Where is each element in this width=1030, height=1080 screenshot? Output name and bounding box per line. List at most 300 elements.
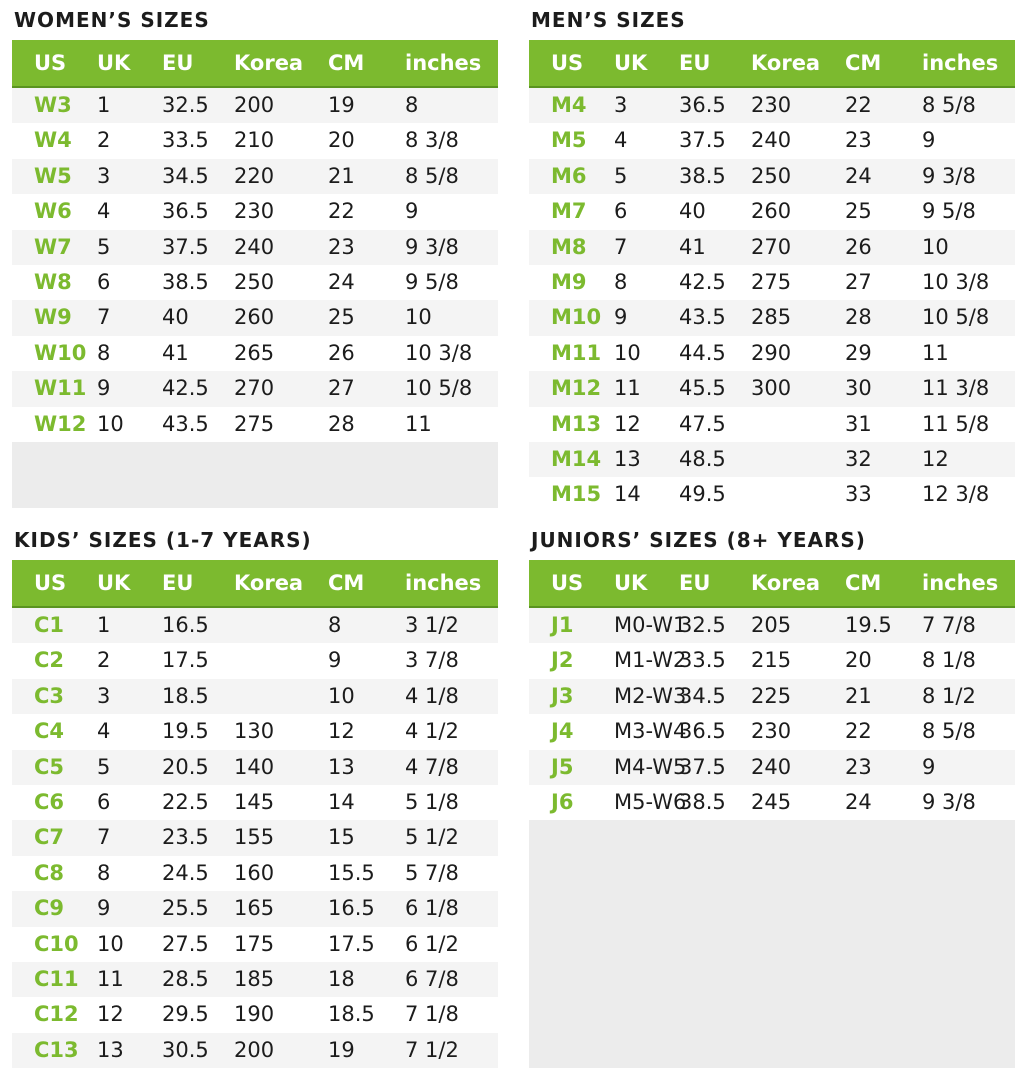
womens-sizes-section bbox=[12, 0, 498, 510]
cell-cm: 22 bbox=[328, 199, 355, 224]
cell-us: W9 bbox=[34, 305, 72, 330]
cell-us: J3 bbox=[551, 683, 574, 708]
cell-uk: 3 bbox=[97, 683, 111, 708]
table-row bbox=[529, 300, 1015, 335]
cell-us: W7 bbox=[34, 234, 72, 259]
cell-korea: 215 bbox=[751, 648, 792, 673]
juniors-sizes-section bbox=[529, 520, 1015, 1070]
table-row bbox=[12, 714, 498, 749]
cell-cm: 27 bbox=[328, 376, 355, 401]
cell-uk: 4 bbox=[97, 719, 111, 744]
cell-inches: 10 bbox=[922, 234, 949, 259]
cell-uk: 4 bbox=[614, 128, 628, 153]
column-header-us: US bbox=[34, 571, 67, 595]
cell-eu: 41 bbox=[679, 234, 706, 259]
cell-korea: 200 bbox=[234, 93, 275, 117]
table-row bbox=[529, 265, 1015, 300]
cell-eu: 47.5 bbox=[679, 411, 726, 436]
column-header-korea: Korea bbox=[751, 571, 821, 595]
cell-korea: 155 bbox=[234, 825, 275, 850]
cell-inches: 9 5/8 bbox=[922, 199, 976, 224]
cell-inches: 10 3/8 bbox=[405, 340, 473, 365]
cell-korea: 240 bbox=[751, 128, 792, 153]
column-header-cm: CM bbox=[328, 571, 365, 595]
column-header-eu: EU bbox=[679, 571, 711, 595]
cell-inches: 10 3/8 bbox=[922, 270, 990, 294]
cell-inches: 5 1/2 bbox=[405, 825, 459, 850]
cell-eu: 27.5 bbox=[162, 931, 209, 956]
cell-korea: 285 bbox=[751, 305, 792, 330]
cell-inches: 4 1/8 bbox=[405, 683, 459, 708]
column-header-cm: CM bbox=[845, 571, 882, 595]
cell-inches: 3 1/2 bbox=[405, 613, 459, 637]
cell-inches: 9 bbox=[922, 128, 936, 153]
cell-cm: 20 bbox=[845, 648, 872, 673]
table-row bbox=[12, 1033, 498, 1068]
cell-us: M10 bbox=[551, 305, 602, 330]
cell-uk: 4 bbox=[97, 199, 111, 224]
column-header-eu: EU bbox=[679, 51, 711, 75]
column-header-eu: EU bbox=[162, 571, 194, 595]
cell-cm: 19.5 bbox=[845, 613, 892, 637]
cell-eu: 42.5 bbox=[679, 270, 726, 294]
cell-eu: 34.5 bbox=[679, 683, 726, 708]
cell-us: W8 bbox=[34, 270, 72, 294]
kids-size-table bbox=[12, 560, 498, 1068]
cell-uk: 9 bbox=[97, 376, 111, 401]
cell-eu: 18.5 bbox=[162, 683, 209, 708]
cell-cm: 24 bbox=[845, 790, 872, 814]
cell-korea: 275 bbox=[234, 411, 275, 436]
cell-cm: 25 bbox=[845, 199, 872, 224]
cell-eu: 23.5 bbox=[162, 825, 209, 850]
cell-cm: 19 bbox=[328, 1037, 355, 1062]
table-row bbox=[12, 643, 498, 678]
cell-cm: 19 bbox=[328, 93, 355, 117]
column-header-korea: Korea bbox=[234, 571, 304, 595]
cell-us: M7 bbox=[551, 199, 587, 224]
cell-uk: M5-W6 bbox=[614, 790, 687, 814]
cell-uk: 10 bbox=[97, 411, 124, 436]
cell-uk: 8 bbox=[97, 860, 111, 885]
cell-inches: 5 1/8 bbox=[405, 790, 459, 814]
cell-us: C9 bbox=[34, 896, 65, 921]
cell-uk: M0-W1 bbox=[614, 613, 687, 637]
cell-inches: 11 3/8 bbox=[922, 376, 990, 401]
cell-eu: 17.5 bbox=[162, 648, 209, 673]
table-row bbox=[12, 750, 498, 785]
cell-korea: 225 bbox=[751, 683, 792, 708]
cell-eu: 37.5 bbox=[679, 128, 726, 153]
cell-us: W5 bbox=[34, 163, 72, 188]
cell-us: M14 bbox=[551, 447, 602, 471]
column-header-uk: UK bbox=[97, 51, 131, 75]
cell-uk: M2-W3 bbox=[614, 683, 687, 708]
cell-eu: 37.5 bbox=[679, 754, 726, 779]
cell-uk: 12 bbox=[97, 1002, 124, 1027]
column-header-inches: inches bbox=[922, 51, 999, 75]
cell-korea: 210 bbox=[234, 128, 275, 153]
womens-size-table bbox=[12, 40, 498, 508]
cell-korea: 250 bbox=[234, 270, 275, 294]
table-row bbox=[12, 88, 498, 123]
cell-inches: 8 1/2 bbox=[922, 683, 976, 708]
cell-cm: 20 bbox=[328, 128, 355, 153]
section-title: JUNIORS’ SIZES (8+ YEARS) bbox=[531, 528, 866, 552]
cell-uk: 6 bbox=[614, 199, 628, 224]
table-row bbox=[529, 608, 1015, 643]
cell-korea: 230 bbox=[751, 719, 792, 744]
table-row bbox=[529, 230, 1015, 265]
section-title: MEN’S SIZES bbox=[531, 8, 686, 32]
cell-uk: 7 bbox=[97, 825, 111, 850]
cell-us: C4 bbox=[34, 719, 65, 744]
cell-inches: 9 5/8 bbox=[405, 270, 459, 294]
cell-inches: 5 7/8 bbox=[405, 860, 459, 885]
cell-cm: 24 bbox=[845, 163, 872, 188]
table-row bbox=[529, 88, 1015, 123]
cell-inches: 6 1/2 bbox=[405, 931, 459, 956]
cell-cm: 24 bbox=[328, 270, 355, 294]
cell-cm: 10 bbox=[328, 683, 355, 708]
cell-korea: 205 bbox=[751, 613, 792, 637]
cell-cm: 29 bbox=[845, 340, 872, 365]
cell-us: W6 bbox=[34, 199, 72, 224]
cell-inches: 3 7/8 bbox=[405, 648, 459, 673]
cell-us: J1 bbox=[551, 613, 574, 637]
table-row bbox=[529, 194, 1015, 229]
cell-korea: 130 bbox=[234, 719, 275, 744]
cell-us: M12 bbox=[551, 376, 602, 401]
column-header-inches: inches bbox=[405, 51, 482, 75]
cell-us: C8 bbox=[34, 860, 65, 885]
table-row bbox=[12, 300, 498, 335]
cell-korea: 240 bbox=[751, 754, 792, 779]
table-row bbox=[12, 608, 498, 643]
cell-uk: 9 bbox=[614, 305, 628, 330]
cell-uk: 12 bbox=[614, 411, 641, 436]
cell-uk: 7 bbox=[97, 305, 111, 330]
cell-eu: 29.5 bbox=[162, 1002, 209, 1027]
cell-uk: 2 bbox=[97, 648, 111, 673]
cell-korea: 220 bbox=[234, 163, 275, 188]
cell-us: C13 bbox=[34, 1037, 79, 1062]
cell-eu: 38.5 bbox=[679, 163, 726, 188]
cell-cm: 30 bbox=[845, 376, 872, 401]
cell-eu: 19.5 bbox=[162, 719, 209, 744]
cell-cm: 17.5 bbox=[328, 931, 375, 956]
cell-uk: 14 bbox=[614, 482, 641, 507]
cell-inches: 7 1/8 bbox=[405, 1002, 459, 1027]
cell-cm: 21 bbox=[328, 163, 355, 188]
juniors-size-table bbox=[529, 560, 1015, 1068]
cell-cm: 26 bbox=[328, 340, 355, 365]
cell-us: W10 bbox=[34, 340, 87, 365]
column-header-uk: UK bbox=[614, 571, 648, 595]
table-row bbox=[529, 714, 1015, 749]
cell-uk: 10 bbox=[97, 931, 124, 956]
cell-korea: 275 bbox=[751, 270, 792, 294]
cell-inches: 10 5/8 bbox=[405, 376, 473, 401]
cell-us: M8 bbox=[551, 234, 587, 259]
cell-us: J5 bbox=[551, 754, 574, 779]
cell-us: J4 bbox=[551, 719, 574, 744]
table-row bbox=[529, 336, 1015, 371]
cell-korea: 265 bbox=[234, 340, 275, 365]
cell-eu: 16.5 bbox=[162, 613, 209, 637]
cell-cm: 12 bbox=[328, 719, 355, 744]
cell-inches: 4 1/2 bbox=[405, 719, 459, 744]
cell-inches: 8 5/8 bbox=[922, 719, 976, 744]
cell-eu: 41 bbox=[162, 340, 189, 365]
table-row bbox=[12, 997, 498, 1032]
cell-uk: 6 bbox=[97, 790, 111, 814]
table-row bbox=[12, 407, 498, 442]
cell-eu: 38.5 bbox=[679, 790, 726, 814]
cell-uk: 13 bbox=[97, 1037, 124, 1062]
cell-eu: 25.5 bbox=[162, 896, 209, 921]
cell-korea: 230 bbox=[751, 93, 792, 117]
cell-eu: 34.5 bbox=[162, 163, 209, 188]
cell-us: M15 bbox=[551, 482, 602, 507]
cell-korea: 200 bbox=[234, 1037, 275, 1062]
cell-eu: 38.5 bbox=[162, 270, 209, 294]
cell-us: C11 bbox=[34, 967, 79, 991]
table-row bbox=[12, 679, 498, 714]
cell-cm: 16.5 bbox=[328, 896, 375, 921]
cell-inches: 11 bbox=[922, 340, 949, 365]
column-header-eu: EU bbox=[162, 51, 194, 75]
cell-korea: 245 bbox=[751, 790, 792, 814]
section-title: WOMEN’S SIZES bbox=[14, 8, 210, 32]
cell-eu: 44.5 bbox=[679, 340, 726, 365]
cell-korea: 260 bbox=[234, 305, 275, 330]
cell-cm: 23 bbox=[845, 128, 872, 153]
cell-uk: 8 bbox=[97, 340, 111, 365]
table-row bbox=[12, 856, 498, 891]
cell-cm: 22 bbox=[845, 93, 872, 117]
cell-us: C5 bbox=[34, 754, 65, 779]
table-row bbox=[12, 891, 498, 926]
cell-cm: 28 bbox=[328, 411, 355, 436]
cell-eu: 45.5 bbox=[679, 376, 726, 401]
cell-us: M11 bbox=[551, 340, 602, 365]
table-header-row bbox=[12, 40, 498, 88]
cell-us: C7 bbox=[34, 825, 65, 850]
cell-inches: 12 3/8 bbox=[922, 482, 990, 507]
cell-uk: 8 bbox=[614, 270, 628, 294]
cell-inches: 4 7/8 bbox=[405, 754, 459, 779]
cell-cm: 8 bbox=[328, 613, 342, 637]
mens-size-table bbox=[529, 40, 1015, 508]
cell-uk: 5 bbox=[614, 163, 628, 188]
cell-inches: 9 bbox=[405, 199, 419, 224]
column-header-uk: UK bbox=[614, 51, 648, 75]
cell-uk: M1-W2 bbox=[614, 648, 687, 673]
cell-cm: 22 bbox=[845, 719, 872, 744]
cell-inches: 11 5/8 bbox=[922, 411, 990, 436]
column-header-cm: CM bbox=[328, 51, 365, 75]
cell-eu: 40 bbox=[679, 199, 706, 224]
cell-inches: 7 7/8 bbox=[922, 613, 976, 637]
table-header-row bbox=[529, 560, 1015, 608]
cell-us: C3 bbox=[34, 683, 65, 708]
cell-inches: 8 1/8 bbox=[922, 648, 976, 673]
table-row bbox=[12, 820, 498, 855]
cell-uk: 7 bbox=[614, 234, 628, 259]
cell-uk: 3 bbox=[97, 163, 111, 188]
cell-inches: 8 5/8 bbox=[922, 93, 976, 117]
cell-us: W11 bbox=[34, 376, 87, 401]
column-header-inches: inches bbox=[405, 571, 482, 595]
table-row bbox=[12, 927, 498, 962]
column-header-cm: CM bbox=[845, 51, 882, 75]
cell-cm: 25 bbox=[328, 305, 355, 330]
cell-korea: 240 bbox=[234, 234, 275, 259]
cell-cm: 14 bbox=[328, 790, 355, 814]
cell-cm: 33 bbox=[845, 482, 872, 507]
table-row bbox=[12, 159, 498, 194]
table-row bbox=[529, 159, 1015, 194]
cell-korea: 165 bbox=[234, 896, 275, 921]
cell-us: J6 bbox=[551, 790, 574, 814]
cell-uk: M4-W5 bbox=[614, 754, 687, 779]
cell-us: M4 bbox=[551, 93, 587, 117]
table-row bbox=[529, 785, 1015, 820]
cell-inches: 8 3/8 bbox=[405, 128, 459, 153]
cell-us: C6 bbox=[34, 790, 65, 814]
cell-korea: 185 bbox=[234, 967, 275, 991]
cell-cm: 15.5 bbox=[328, 860, 375, 885]
cell-inches: 7 1/2 bbox=[405, 1037, 459, 1062]
cell-inches: 6 7/8 bbox=[405, 967, 459, 991]
cell-inches: 9 3/8 bbox=[922, 790, 976, 814]
table-header-row bbox=[12, 560, 498, 608]
kids-sizes-section bbox=[12, 520, 498, 1070]
cell-uk: 5 bbox=[97, 234, 111, 259]
cell-eu: 20.5 bbox=[162, 754, 209, 779]
cell-eu: 32.5 bbox=[679, 613, 726, 637]
cell-uk: 13 bbox=[614, 447, 641, 471]
cell-korea: 260 bbox=[751, 199, 792, 224]
cell-us: M6 bbox=[551, 163, 587, 188]
table-row bbox=[12, 785, 498, 820]
table-row bbox=[529, 123, 1015, 158]
cell-eu: 37.5 bbox=[162, 234, 209, 259]
cell-eu: 36.5 bbox=[679, 719, 726, 744]
table-row bbox=[529, 679, 1015, 714]
table-row bbox=[12, 336, 498, 371]
column-header-korea: Korea bbox=[234, 51, 304, 75]
column-header-uk: UK bbox=[97, 571, 131, 595]
cell-korea: 230 bbox=[234, 199, 275, 224]
column-header-korea: Korea bbox=[751, 51, 821, 75]
cell-eu: 43.5 bbox=[162, 411, 209, 436]
cell-uk: 11 bbox=[97, 967, 124, 991]
cell-cm: 9 bbox=[328, 648, 342, 673]
cell-eu: 49.5 bbox=[679, 482, 726, 507]
column-header-us: US bbox=[551, 571, 584, 595]
cell-eu: 33.5 bbox=[162, 128, 209, 153]
cell-cm: 15 bbox=[328, 825, 355, 850]
cell-us: M9 bbox=[551, 270, 587, 294]
cell-uk: 9 bbox=[97, 896, 111, 921]
cell-cm: 26 bbox=[845, 234, 872, 259]
column-header-us: US bbox=[34, 51, 67, 75]
cell-inches: 6 1/8 bbox=[405, 896, 459, 921]
cell-inches: 11 bbox=[405, 411, 432, 436]
cell-inches: 8 5/8 bbox=[405, 163, 459, 188]
cell-uk: M3-W4 bbox=[614, 719, 687, 744]
cell-inches: 10 bbox=[405, 305, 432, 330]
cell-cm: 23 bbox=[845, 754, 872, 779]
cell-korea: 290 bbox=[751, 340, 792, 365]
table-row bbox=[12, 194, 498, 229]
cell-uk: 6 bbox=[97, 270, 111, 294]
cell-inches: 9 3/8 bbox=[922, 163, 976, 188]
cell-korea: 160 bbox=[234, 860, 275, 885]
cell-us: M13 bbox=[551, 411, 602, 436]
cell-cm: 18.5 bbox=[328, 1002, 375, 1027]
column-header-us: US bbox=[551, 51, 584, 75]
cell-eu: 36.5 bbox=[162, 199, 209, 224]
cell-eu: 48.5 bbox=[679, 447, 726, 471]
cell-eu: 32.5 bbox=[162, 93, 209, 117]
cell-korea: 175 bbox=[234, 931, 275, 956]
cell-uk: 10 bbox=[614, 340, 641, 365]
cell-korea: 145 bbox=[234, 790, 275, 814]
cell-cm: 28 bbox=[845, 305, 872, 330]
cell-eu: 40 bbox=[162, 305, 189, 330]
table-header-row bbox=[529, 40, 1015, 88]
cell-eu: 28.5 bbox=[162, 967, 209, 991]
cell-inches: 12 bbox=[922, 447, 949, 471]
cell-korea: 270 bbox=[751, 234, 792, 259]
cell-inches: 8 bbox=[405, 93, 419, 117]
table-row bbox=[529, 442, 1015, 477]
cell-eu: 24.5 bbox=[162, 860, 209, 885]
table-row bbox=[12, 123, 498, 158]
cell-us: C1 bbox=[34, 613, 65, 637]
table-row bbox=[529, 371, 1015, 406]
table-row bbox=[12, 962, 498, 997]
cell-eu: 36.5 bbox=[679, 93, 726, 117]
table-row bbox=[12, 265, 498, 300]
table-row bbox=[12, 371, 498, 406]
table-row bbox=[529, 477, 1015, 512]
table-row bbox=[12, 230, 498, 265]
cell-inches: 9 bbox=[922, 754, 936, 779]
cell-eu: 42.5 bbox=[162, 376, 209, 401]
cell-eu: 43.5 bbox=[679, 305, 726, 330]
cell-cm: 13 bbox=[328, 754, 355, 779]
cell-uk: 11 bbox=[614, 376, 641, 401]
column-header-inches: inches bbox=[922, 571, 999, 595]
section-title: KIDS’ SIZES (1-7 YEARS) bbox=[14, 528, 312, 552]
cell-us: W3 bbox=[34, 93, 72, 117]
cell-uk: 3 bbox=[614, 93, 628, 117]
cell-eu: 30.5 bbox=[162, 1037, 209, 1062]
cell-us: C12 bbox=[34, 1002, 79, 1027]
cell-us: W12 bbox=[34, 411, 87, 436]
cell-us: C2 bbox=[34, 648, 65, 673]
table-row bbox=[529, 643, 1015, 678]
cell-uk: 1 bbox=[97, 93, 111, 117]
cell-eu: 33.5 bbox=[679, 648, 726, 673]
cell-cm: 32 bbox=[845, 447, 872, 471]
cell-cm: 27 bbox=[845, 270, 872, 294]
cell-us: J2 bbox=[551, 648, 574, 673]
